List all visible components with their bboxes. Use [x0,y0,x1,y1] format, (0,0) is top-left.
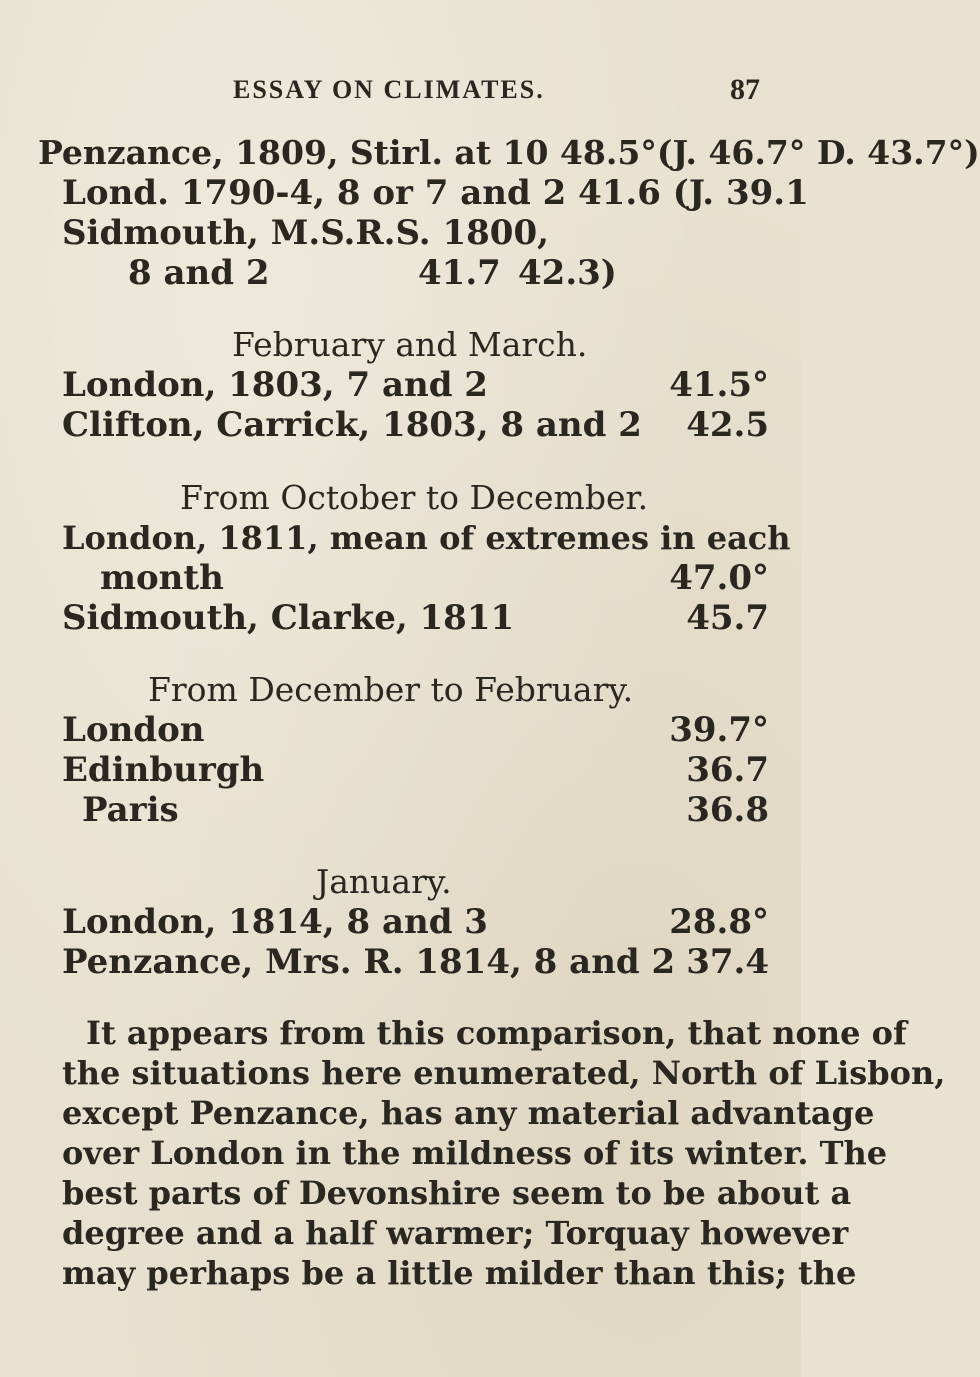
climate-line-penzance-1809: Penzance, 1809, Stirl. at 10 48.5°(J. 46.7° D. 43.7°) [38,133,980,172]
row-label: Paris [82,790,179,830]
row-label: Sidmouth, Clarke, 1811 [62,598,515,638]
row-value: 42.5 [686,405,769,445]
paragraph-line: It appears from this comparison, that none of [86,1014,907,1052]
section-heading-oct-dec: From October to December. [180,478,649,517]
row-label: London, 1811, mean of extremes in each [62,519,791,557]
page-number: 87 [730,73,760,106]
row-value: 36.8 [686,790,769,830]
paragraph-line: over London in the mildness of its winter. The [62,1134,888,1172]
climate-value-sidmouth-b: 42.3) [518,253,617,293]
row-label: Clifton, Carrick, 1803, 8 and 2 [62,405,642,445]
row-value: 28.8° [669,902,769,942]
row-value: 41.5° [669,365,769,405]
paragraph-line: except Penzance, has any material advantage [62,1094,875,1132]
row-label: Penzance, Mrs. R. 1814, 8 and 2 [62,942,676,982]
paragraph-line: may perhaps be a little milder than this; the [62,1254,857,1292]
paragraph-line: best parts of Devonshire seem to be about a [62,1174,852,1212]
climate-line-sidmouth-1800: Sidmouth, M.S.R.S. 1800, [62,213,549,253]
row-value: 45.7 [686,598,769,638]
row-label: London, 1803, 7 and 2 [62,365,488,405]
section-heading-january: January. [316,862,452,901]
section-heading-feb-march: February and March. [232,325,588,364]
climate-line-sidmouth-detail: 8 and 2 [128,253,270,293]
row-label: Edinburgh [62,750,265,790]
row-value: 36.7 [686,750,769,790]
running-header: ESSAY ON CLIMATES. [233,75,545,104]
paragraph-line: degree and a half warmer; Torquay however [62,1214,849,1252]
row-value: 47.0° [669,558,769,598]
row-label: London [62,710,205,750]
section-heading-dec-feb: From December to February. [148,670,634,709]
climate-line-london-1790: Lond. 1790-4, 8 or 7 and 2 41.6 (J. 39.1 [62,173,809,213]
climate-value-sidmouth-a: 41.7 [418,253,501,293]
row-value: 39.7° [669,710,769,750]
row-value: 37.4 [686,942,769,982]
row-label: month [100,558,224,598]
paragraph-line: the situations here enumerated, North of Lisbon, [62,1054,946,1092]
row-label: London, 1814, 8 and 3 [62,902,488,942]
